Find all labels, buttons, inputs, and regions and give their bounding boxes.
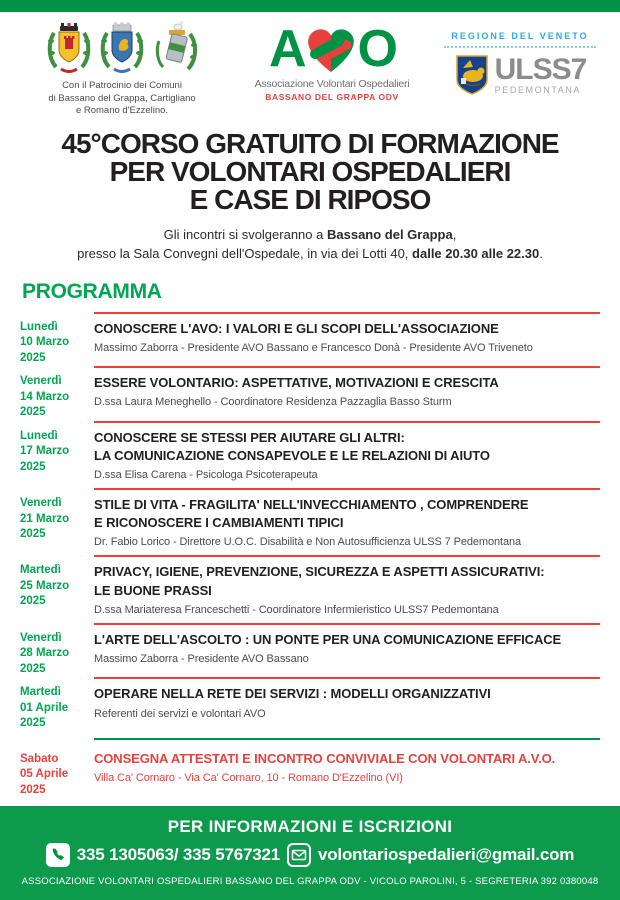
title-line: OPERARE NELLA RETE DEI SERVIZI : MODELLI ORGANIZZATIVI <box>94 686 491 702</box>
program-item-location: Villa Ca' Cornaro - Via Ca' Cornaro, 10 - Romano D'Ezzelino (VI) <box>94 772 403 785</box>
program-item-date <box>20 312 94 367</box>
patronage-line: di Bassano del Grappa, Cartigliano <box>48 92 196 104</box>
footer-title: PER INFORMAZIONI E ISCRIZIONI <box>167 817 453 837</box>
patronage-block <box>24 21 220 118</box>
program-item-date <box>20 555 94 622</box>
date-weekday: Lunedì <box>20 429 58 442</box>
program-item-6 <box>20 623 600 678</box>
program-item-speaker: Massimo Zaborra - Presidente AVO Bassano <box>94 653 309 665</box>
date-year: 2025 <box>20 717 46 730</box>
date-year: 2025 <box>20 595 46 608</box>
program-item-7 <box>20 677 600 732</box>
program-item-content <box>94 488 600 555</box>
date-year: 2025 <box>20 460 46 473</box>
title-line: CONSEGNA ATTESTATI E INCONTRO CONVIVIALE CON VOLONTARI A.V.O. <box>94 750 556 766</box>
ulss7-logo <box>444 54 596 96</box>
program-item-2 <box>20 366 600 421</box>
program-item-title <box>94 631 600 649</box>
program-list <box>0 312 620 807</box>
program-item-speaker: D.ssa Laura Meneghello - Coordinatore Residenza Pazzaglia Basso Sturm <box>94 396 452 409</box>
veneto-ulss-block <box>444 31 596 96</box>
program-item-speaker: Dr. Fabio Lorico - Direttore U.O.C. Disabilità e Non Autosufficienza ULSS 7 Pedemontana <box>94 536 522 549</box>
date-weekday: Venerdì <box>20 375 62 388</box>
footer <box>0 806 620 900</box>
ulss7-wordmark <box>495 55 587 95</box>
intro-text-part: presso la Sala Convegni dell'Ospedale, in via dei Lotti 40, <box>77 246 413 262</box>
date-day: 25 Marzo <box>20 579 70 592</box>
program-item-date <box>20 677 94 732</box>
date-weekday: Sabato <box>20 752 59 765</box>
program-item-date <box>20 421 94 488</box>
veneto-lion-shield-icon <box>454 54 490 96</box>
date-year: 2025 <box>20 351 46 364</box>
crest-cartigliano-icon <box>98 21 146 77</box>
date-year: 2025 <box>20 662 46 675</box>
program-item-8-final-event <box>20 738 600 806</box>
intro-text-part: , <box>452 226 457 242</box>
program-item-content <box>94 312 600 367</box>
patronage-line: Con il Patrocinio dei Comuni <box>62 80 182 91</box>
program-item-content <box>94 421 600 488</box>
date-weekday: Lunedì <box>20 320 58 333</box>
poster-header <box>0 12 620 120</box>
email-icon <box>287 843 311 867</box>
footer-fine-print: ASSOCIAZIONE VOLONTARI OSPEDALIERI BASSANO DEL GRAPPA ODV - VICOLO PAROLINI, 5 - SEGRETERIA 392 0380048 <box>21 876 599 888</box>
date-day: 21 Marzo <box>20 512 70 525</box>
program-item-speaker: D.ssa Elisa Carena - Psicologa Psicoterapeuta <box>94 469 318 482</box>
date-day: 10 Marzo <box>20 336 70 349</box>
avo-letter-o: O <box>357 20 395 78</box>
municipal-crests <box>24 21 220 77</box>
program-item-content <box>94 366 600 421</box>
patronage-text <box>24 80 220 118</box>
course-title-line: 45°CORSO GRATUITO DI FORMAZIONE <box>61 127 559 159</box>
program-heading: PROGRAMMA <box>22 279 162 303</box>
title-line: E RICONOSCERE I CAMBIAMENTI TIPICI <box>94 515 344 531</box>
program-item-content <box>94 623 600 678</box>
date-weekday: Venerdì <box>20 631 62 644</box>
ulss7-name: ULSS7 <box>494 53 587 86</box>
phone-icon <box>46 843 70 867</box>
title-line: CONOSCERE L'AVO: I VALORI E GLI SCOPI DELL'ASSOCIAZIONE <box>94 320 499 336</box>
date-weekday: Venerdì <box>20 497 62 510</box>
program-item-speaker: D.ssa Mariateresa Franceschetti - Coordinatore Infermieristico ULSS7 Pedemontana <box>94 603 499 616</box>
avo-letter-a: A <box>268 20 304 78</box>
program-item-title <box>94 374 600 392</box>
regione-veneto-label: REGIONE DEL VENETO <box>444 31 596 48</box>
crest-bassano-icon <box>45 21 93 77</box>
date-weekday: Martedì <box>20 564 61 577</box>
date-day: 01 Aprile <box>20 701 69 714</box>
patronage-line: e Romano d'Ezzelino. <box>75 105 169 117</box>
top-green-bar <box>0 0 620 12</box>
footer-phone-numbers: 335 1305063/ 335 5767321 <box>76 845 280 865</box>
title-line: ESSERE VOLONTARIO: ASPETTATIVE, MOTIVAZIONI E CRESCITA <box>94 375 499 391</box>
program-item-content <box>94 677 600 732</box>
program-item-3 <box>20 421 600 488</box>
date-year: 2025 <box>20 528 46 541</box>
program-item-title <box>94 496 600 532</box>
avo-association-name: Associazione Volontari Ospedalieri <box>254 78 410 90</box>
intro-location: Bassano del Grappa <box>326 226 453 242</box>
ulss7-subtitle: PEDEMONTANA <box>494 85 582 95</box>
footer-contacts <box>0 843 620 867</box>
date-day: 05 Aprile <box>20 768 69 781</box>
program-item-date <box>20 623 94 678</box>
program-item-4 <box>20 488 600 555</box>
program-item-title <box>94 750 600 768</box>
title-line: L'ARTE DELL'ASCOLTO : UN PONTE PER UNA COMUNICAZIONE EFFICACE <box>94 631 562 647</box>
crest-romano-icon <box>151 21 199 77</box>
avo-chapter-label: BASSANO DEL GRAPPA ODV <box>265 92 399 102</box>
course-title-line: PER VOLONTARI OSPEDALIERI <box>109 155 511 187</box>
program-item-date <box>20 488 94 555</box>
intro-text-part: . <box>539 246 543 262</box>
date-day: 28 Marzo <box>20 647 70 660</box>
program-item-content <box>94 555 600 622</box>
intro-text-part: Gli incontri si svolgeranno a <box>163 226 327 242</box>
title-line: LE BUONE PRASSI <box>94 582 212 598</box>
avo-logo <box>255 20 410 78</box>
program-item-title <box>94 429 600 465</box>
title-line: PRIVACY, IGIENE, PREVENZIONE, SICUREZZA E ASPETTI ASSICURATIVI: <box>94 564 545 580</box>
intro-text <box>0 225 620 264</box>
title-line: STILE DI VITA - FRAGILITA' NELL'INVECCHIAMENTO , COMPRENDERE <box>94 497 529 513</box>
course-title-line: E CASE DI RIPOSO <box>189 183 431 215</box>
date-year: 2025 <box>20 783 46 796</box>
program-item-date <box>20 738 94 806</box>
footer-email: volontariospedalieri@gmail.com <box>317 845 575 865</box>
date-weekday: Martedì <box>20 686 61 699</box>
program-item-title <box>94 320 600 338</box>
date-day: 17 Marzo <box>20 445 70 458</box>
program-item-1 <box>20 312 600 367</box>
date-day: 14 Marzo <box>20 390 70 403</box>
program-item-date <box>20 366 94 421</box>
date-year: 2025 <box>20 406 46 419</box>
intro-time: dalle 20.30 alle 22.30 <box>412 246 540 262</box>
program-item-title <box>94 563 600 599</box>
heart-hands-icon <box>302 25 360 77</box>
program-item-speaker: Referenti dei servizi e volontari AVO <box>94 707 266 720</box>
course-title <box>0 127 620 215</box>
program-item-5 <box>20 555 600 622</box>
program-item-title <box>94 685 600 703</box>
program-item-content <box>94 738 600 806</box>
program-item-speaker: Massimo Zaborra - Presidente AVO Bassano e Francesco Donà - Presidente AVO Triveneto <box>94 341 533 354</box>
avo-logo-block <box>254 20 410 102</box>
title-line: LA COMUNICAZIONE CONSAPEVOLE E LE RELAZIONI DI AIUTO <box>94 447 490 463</box>
title-line: CONOSCERE SE STESSI PER AIUTARE GLI ALTRI: <box>94 429 405 445</box>
